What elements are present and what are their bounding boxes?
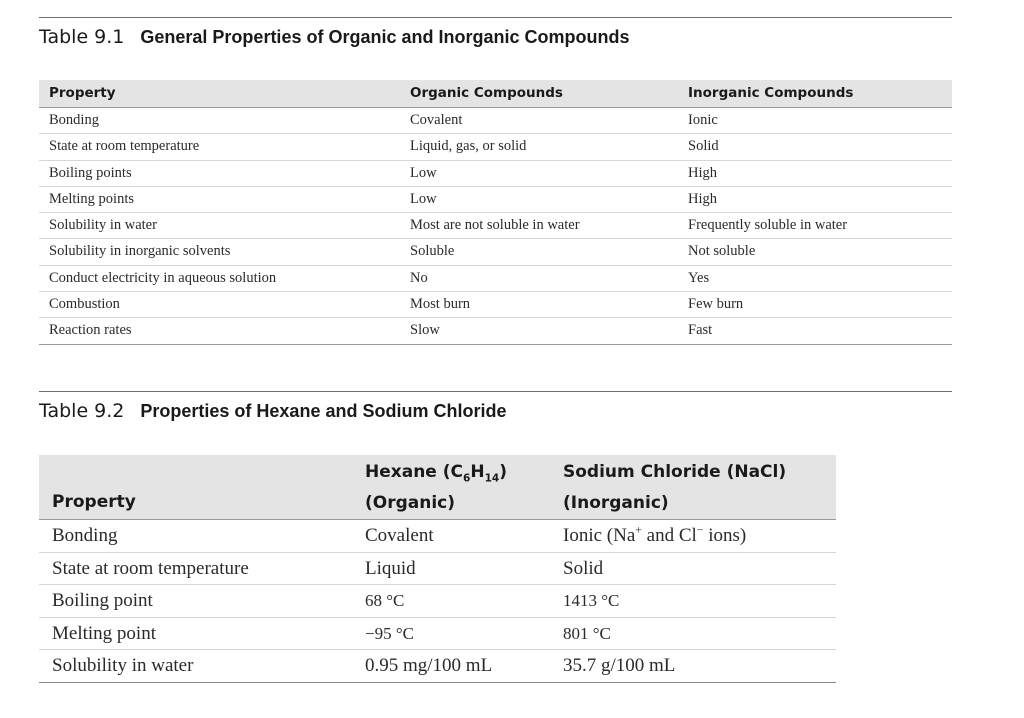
table-9-1-header-inorganic: Inorganic Compounds [688,85,854,101]
nacl-header-line2: (Inorganic) [563,493,669,513]
table-9-2-top-rule [39,391,952,392]
hexane-header-prefix: Hexane (C [365,462,463,482]
table-9-1-caption [39,26,629,48]
table-cell: State at room temperature [52,557,249,579]
table-cell: Combustion [49,296,120,313]
table-row [39,618,836,651]
table-cell: Solubility in water [49,217,157,234]
sodium-charge: + [635,523,642,537]
table-9-2-title: Properties of Hexane and Sodium Chloride [140,401,507,421]
table-row [39,134,952,160]
table-cell: Solid [563,557,604,579]
ionic-prefix: Ionic (Na [563,525,636,546]
table-cell: 35.7 g/100 mL [563,655,676,676]
table-9-1-header-organic: Organic Compounds [410,85,563,101]
table-9-2-number: Table 9.2 [39,400,125,422]
table-cell: Boiling points [49,164,132,181]
table-cell: 801 °C [563,623,611,643]
ionic-suffix: ions) [703,525,747,546]
table-cell: Most are not soluble in water [410,217,580,234]
table-cell: Few burn [688,296,744,313]
table-9-2 [39,455,836,683]
hexane-subscript-6: 6 [463,472,471,485]
table-9-2-caption [39,400,506,422]
table-9-2-header-property: Property [52,492,136,512]
table-cell: 1413 °C [563,591,620,610]
table-row [39,108,952,134]
table-9-1-header-property: Property [49,85,116,101]
table-cell: Liquid [365,557,416,579]
table-cell: Frequently soluble in water [688,217,848,234]
table-cell: Yes [688,269,710,286]
table-cell: High [688,190,717,207]
table-cell: Covalent [410,112,463,128]
table-cell: Soluble [410,243,455,260]
table-9-1-title: General Properties of Organic and Inorganic Compounds [140,27,630,47]
table-row [39,213,952,239]
table-9-1-header-row [39,80,952,108]
table-cell: Solid [688,138,719,155]
table-row [39,553,836,586]
table-cell: High [688,164,717,181]
table-row [39,161,952,187]
table-cell: Most burn [410,296,471,313]
table-9-1-number: Table 9.1 [39,26,125,48]
table-cell: Liquid, gas, or solid [410,138,527,155]
nacl-header-line1: Sodium Chloride (NaCl) [563,462,787,482]
table-cell: Bonding [49,112,99,128]
table-cell: Slow [410,322,440,339]
table-row [39,650,836,683]
table-row [39,239,952,265]
table-9-2-header-row [39,455,836,520]
table-9-1 [39,80,952,345]
table-cell: Boiling point [52,590,153,611]
table-cell-ionic [563,520,746,551]
table-cell: Covalent [365,525,434,546]
table-cell: Low [410,164,437,181]
hexane-header-organic: (Organic) [365,493,456,513]
ionic-mid: and Cl [641,525,697,546]
table-row [39,266,952,292]
table-row [39,292,952,318]
table-cell: −95 °C [365,623,414,643]
table-cell: Bonding [52,525,118,546]
table-cell: 0.95 mg/100 mL [365,655,493,676]
table-9-2-header-nacl [563,457,786,519]
table-9-1-top-rule [39,17,952,18]
hexane-header-h: H [470,462,485,482]
table-cell: Reaction rates [49,322,132,339]
table-row [39,187,952,213]
table-cell: Fast [688,322,713,339]
table-row [39,585,836,618]
table-cell: Melting point [52,622,156,644]
table-cell: Solubility in inorganic solvents [49,243,231,260]
chloride-charge: − [696,523,704,537]
table-cell: Ionic [688,112,718,128]
table-cell: 68 °C [365,591,405,610]
table-row [39,318,952,344]
table-cell: Melting points [49,190,134,207]
table-cell: No [410,269,428,286]
table-cell: State at room temperature [49,138,200,155]
table-cell: Solubility in water [52,655,194,676]
hexane-subscript-14: 14 [484,472,500,485]
table-cell: Not soluble [688,243,756,260]
table-cell: Conduct electricity in aqueous solution [49,269,277,286]
table-cell: Low [410,190,437,207]
table-9-2-header-hexane [365,457,507,519]
table-row [39,520,836,553]
hexane-header-suffix: ) [499,462,507,482]
